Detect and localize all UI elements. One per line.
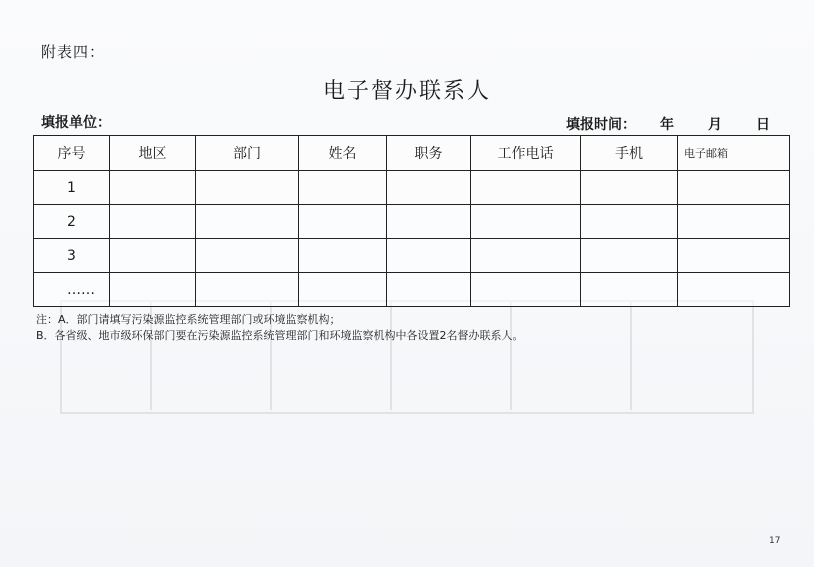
cell-region[interactable]	[110, 239, 196, 273]
note-b: B．各省级、地市级环保部门要在污染源监控系统管理部门和环境监察机构中各设置2名督办联系人。	[36, 329, 524, 342]
table-header-row	[34, 136, 790, 171]
cell-work-phone[interactable]	[471, 273, 581, 307]
header-department: 部门	[196, 136, 299, 171]
cell-department[interactable]	[196, 171, 299, 205]
cell-mobile[interactable]	[581, 205, 678, 239]
header-region: 地区	[110, 136, 196, 171]
cell-department[interactable]	[196, 239, 299, 273]
cell-mobile[interactable]	[581, 171, 678, 205]
table-row	[34, 239, 790, 273]
cell-work-phone[interactable]	[471, 205, 581, 239]
cell-email[interactable]	[678, 205, 790, 239]
header-work-phone: 工作电话	[471, 136, 581, 171]
cell-email[interactable]	[678, 239, 790, 273]
table-row	[34, 171, 790, 205]
header-index: 序号	[34, 136, 110, 171]
cell-position[interactable]	[387, 171, 471, 205]
page-number: 17	[769, 536, 781, 546]
fill-time-year: 年	[660, 117, 674, 133]
row-index: ……	[34, 273, 110, 307]
cell-mobile[interactable]	[581, 273, 678, 307]
header-mobile: 手机	[581, 136, 678, 171]
row-index: 2	[34, 205, 110, 239]
cell-work-phone[interactable]	[471, 239, 581, 273]
document-title: 电子督办联系人	[322, 79, 491, 104]
fill-time-day: 日	[756, 117, 770, 133]
table-row	[34, 205, 790, 239]
header-name: 姓名	[299, 136, 387, 171]
cell-name[interactable]	[299, 273, 387, 307]
cell-work-phone[interactable]	[471, 171, 581, 205]
cell-name[interactable]	[299, 171, 387, 205]
header-position: 职务	[387, 136, 471, 171]
annex-label: 附表四：	[41, 43, 106, 61]
fill-time-month: 月	[708, 117, 722, 133]
cell-position[interactable]	[387, 239, 471, 273]
row-index: 1	[34, 171, 110, 205]
cell-name[interactable]	[299, 205, 387, 239]
cell-department[interactable]	[196, 273, 299, 307]
cell-mobile[interactable]	[581, 239, 678, 273]
header-email: 电子邮箱	[678, 136, 790, 171]
cell-region[interactable]	[110, 171, 196, 205]
table-row	[34, 273, 790, 307]
row-index: 3	[34, 239, 110, 273]
cell-region[interactable]	[110, 273, 196, 307]
cell-email[interactable]	[678, 273, 790, 307]
cell-department[interactable]	[196, 205, 299, 239]
fill-time-label: 填报时间：	[566, 117, 636, 133]
fill-unit-label: 填报单位：	[41, 115, 111, 131]
contact-table	[33, 135, 790, 307]
cell-name[interactable]	[299, 239, 387, 273]
cell-position[interactable]	[387, 205, 471, 239]
cell-email[interactable]	[678, 171, 790, 205]
cell-position[interactable]	[387, 273, 471, 307]
note-a: 注：A．部门请填写污染源监控系统管理部门或环境监察机构；	[36, 313, 341, 326]
fill-time	[566, 114, 770, 134]
cell-region[interactable]	[110, 205, 196, 239]
